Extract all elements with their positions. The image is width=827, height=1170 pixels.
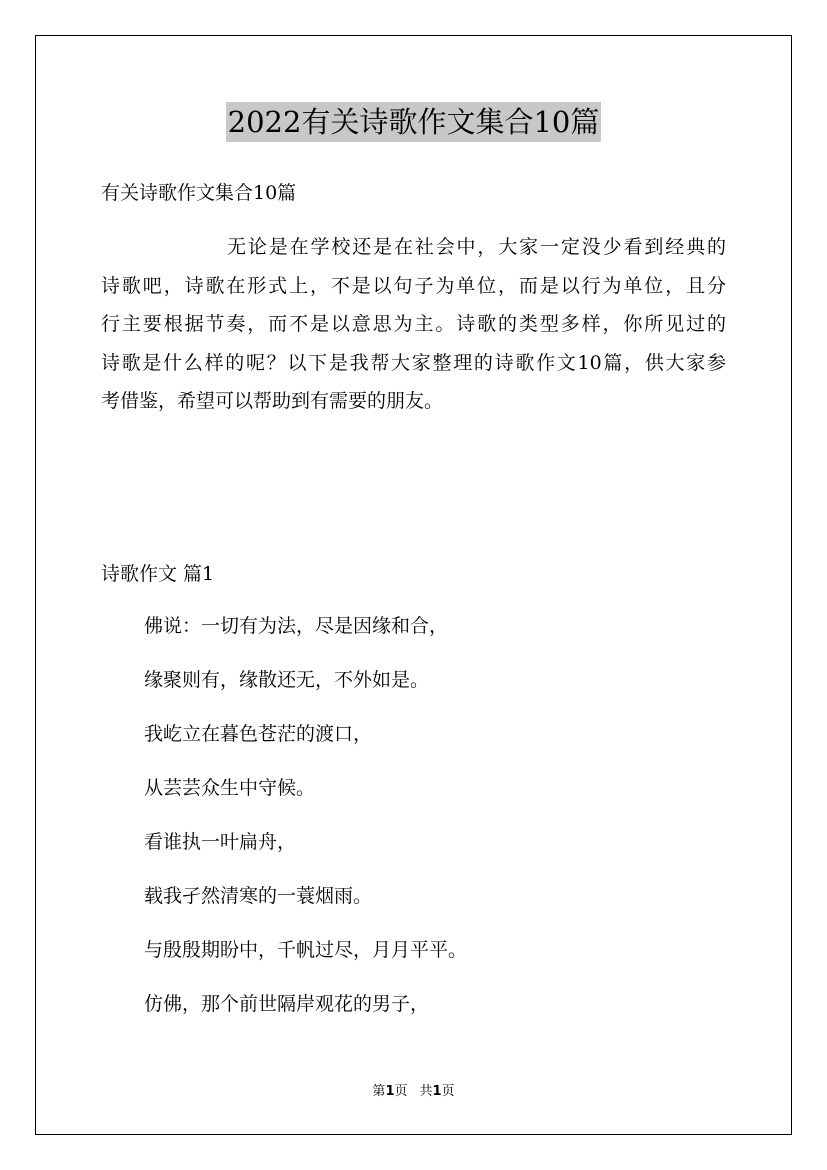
intro-paragraph — [101, 228, 726, 421]
intro-line: 诗歌是什么样的呢？以下是我帮大家整理的诗歌作文10篇，供大家参 — [101, 351, 726, 374]
page-footer — [0, 1084, 827, 1100]
poem-line: 仿佛，那个前世隔岸观花的男子， — [144, 993, 430, 1015]
intro-line: 行主要根据节奏，而不是以意思为主。诗歌的类型多样，你所见过的 — [101, 313, 726, 335]
footer-page-number: 1 — [385, 1084, 395, 1099]
document-title — [0, 102, 827, 142]
poem-line: 载我孑然清寒的一蓑烟雨。 — [144, 885, 373, 907]
footer-total-prefix: 共 — [419, 1084, 433, 1099]
intro-line: 无论是在学校还是在社会中，大家一定没少看到经典的 — [227, 236, 726, 258]
poem-line: 缘聚则有，缘散还无，不外如是。 — [144, 669, 430, 691]
poem-line: 我屹立在暮色苍茫的渡口， — [144, 723, 373, 745]
poem-line: 与殷殷期盼中，千帆过尽，月月平平。 — [144, 939, 468, 961]
document-subtitle: 有关诗歌作文集合10篇 — [101, 182, 297, 204]
footer-total-suffix: 页 — [441, 1084, 455, 1099]
section-heading: 诗歌作文 篇1 — [101, 563, 215, 585]
document-title-text: 2022有关诗歌作文集合10篇 — [226, 102, 602, 142]
poem-line: 佛说：一切有为法，尽是因缘和合， — [144, 615, 449, 637]
footer-page-prefix: 第 — [372, 1084, 386, 1099]
poem-line: 从芸芸众生中守候。 — [144, 777, 316, 799]
intro-line: 考借鉴，希望可以帮助到有需要的朋友。 — [101, 390, 444, 412]
poem-line: 看谁执一叶扁舟， — [144, 831, 297, 853]
poem — [144, 613, 467, 1045]
intro-line: 诗歌吧，诗歌在形式上，不是以句子为单位，而是以行为单位，且分 — [101, 274, 726, 297]
footer-total-number: 1 — [432, 1084, 442, 1099]
footer-page-suffix: 页 — [394, 1084, 408, 1099]
